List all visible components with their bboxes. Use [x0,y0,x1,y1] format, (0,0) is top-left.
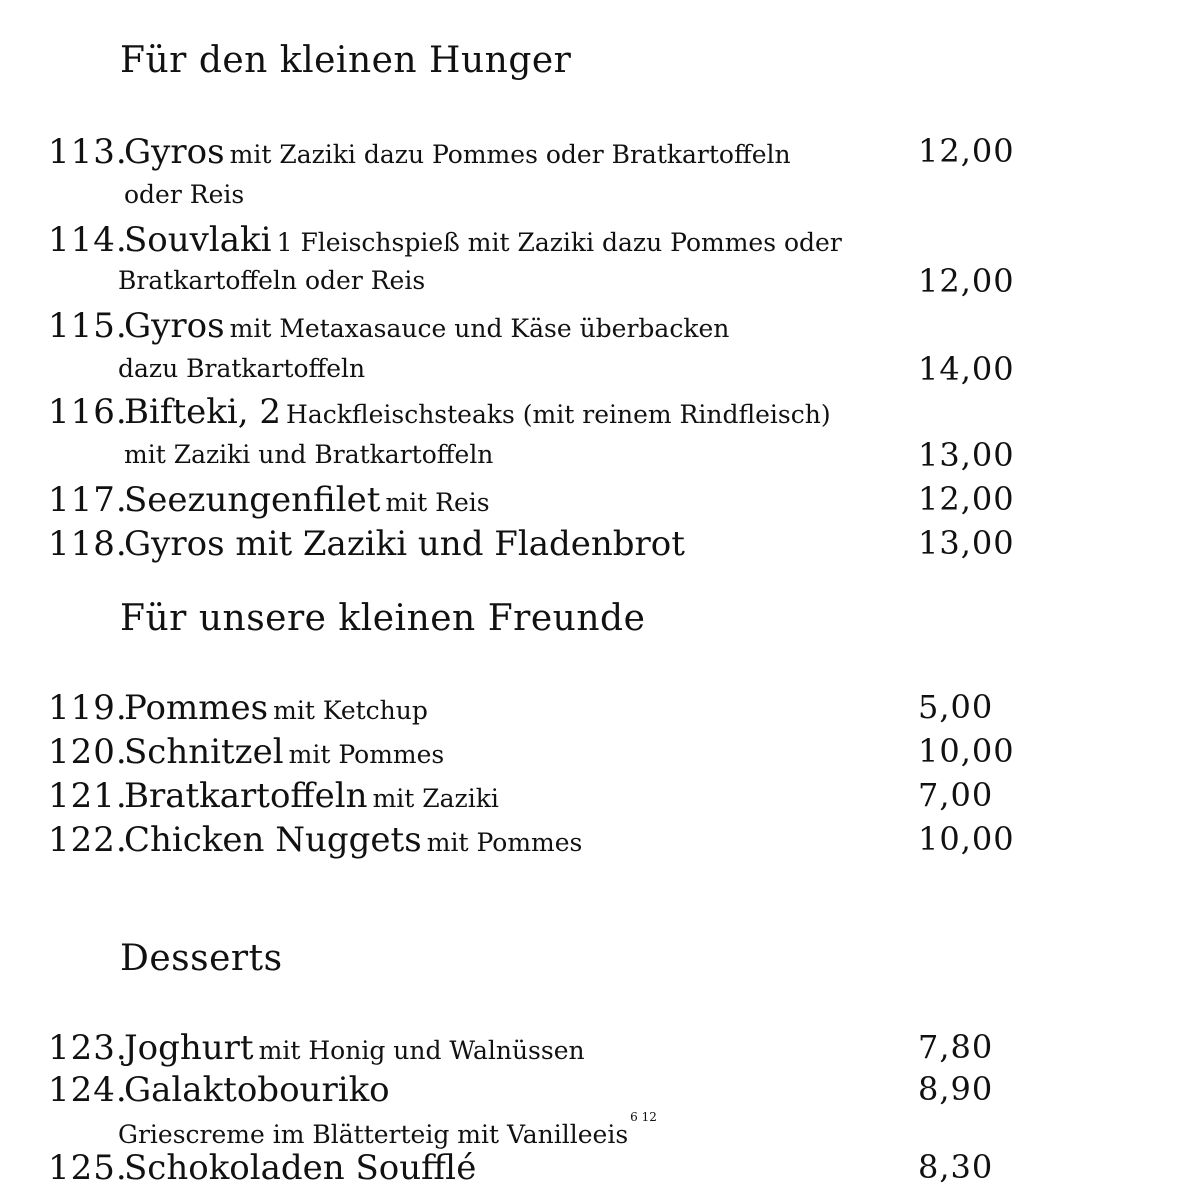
item-number: 115. [48,306,128,346]
item-price: 10,00 [918,820,1015,858]
item-price: 12,00 [918,480,1015,518]
dish-name: Gyros [124,306,225,346]
item-number: 123. [48,1028,128,1068]
item-number: 116. [48,392,128,432]
item-price: 5,00 [918,688,994,726]
item-number: 118. [48,524,128,564]
dish-description-continued: mit Zaziki und Bratkartoffeln [124,440,494,469]
item-price: 8,90 [918,1070,994,1108]
dish-name: Schokoladen Soufflé [124,1148,477,1188]
dish-name: Bifteki, 2 [124,392,281,432]
dish-name: Gyros mit Zaziki und Fladenbrot [124,524,685,564]
dish-name: Joghurt [124,1028,254,1068]
dish-description: 1 Fleischspieß mit Zaziki dazu Pommes oder [276,228,842,257]
menu-item-122 [0,820,1200,864]
menu-item-120 [0,732,1200,776]
dish-description-continued: Bratkartoffeln oder Reis [118,266,426,295]
menu-item-118 [0,524,1200,568]
menu-item-117 [0,480,1200,524]
section-title-hunger: Für den kleinen Hunger [120,40,572,81]
dish-description: mit Pommes [288,740,445,769]
dish-name: Pommes [124,688,269,728]
dish-name: Schnitzel [124,732,284,772]
dish-name: Galaktobouriko [124,1070,390,1110]
menu-item-123 [0,1028,1200,1072]
menu-item-116 [0,392,1200,436]
dish-description-continued: dazu Bratkartoffeln [118,354,366,383]
item-number: 124. [48,1070,128,1110]
item-price: 13,00 [918,524,1015,562]
dish-name: Bratkartoffeln [124,776,368,816]
item-number: 113. [48,132,128,172]
item-price: 7,80 [918,1028,994,1066]
item-number: 117. [48,480,128,520]
dish-name: Seezungenfilet [124,480,381,520]
dish-description: mit Honig und Walnüssen [258,1036,585,1065]
item-number: 120. [48,732,128,772]
dish-name: Souvlaki [124,220,272,260]
section-title-desserts: Desserts [120,938,283,979]
item-price: 12,00 [918,132,1015,170]
dish-description: Hackfleischsteaks (mit reinem Rindfleisch) [286,400,831,429]
dish-description-continued: oder Reis [124,180,245,209]
item-number: 125. [48,1148,128,1188]
allergen-footnote: 6 12 [630,1110,657,1124]
item-price: 14,00 [918,350,1015,388]
item-price: 8,30 [918,1148,994,1186]
menu-item-113 [0,132,1200,176]
menu-item-125 [0,1148,1200,1192]
menu-item-121 [0,776,1200,820]
menu-item-114 [0,220,1200,264]
dish-name: Chicken Nuggets [124,820,422,860]
item-number: 121. [48,776,128,816]
menu-item-124 [0,1070,1200,1114]
item-number: 122. [48,820,128,860]
item-number: 114. [48,220,128,260]
dish-description: mit Ketchup [273,696,428,725]
dish-description: mit Zaziki dazu Pommes oder Bratkartoffeln [229,140,791,169]
dish-description: mit Reis [385,488,490,517]
section-title-kids: Für unsere kleinen Freunde [120,598,646,639]
item-price: 10,00 [918,732,1015,770]
dish-description-continued: Griescreme im Blätterteig mit Vanilleeis [118,1120,629,1149]
item-price: 7,00 [918,776,994,814]
item-price: 13,00 [918,436,1015,474]
dish-name: Gyros [124,132,225,172]
dish-description: mit Pommes [426,828,583,857]
item-price: 12,00 [918,262,1015,300]
dish-description: mit Metaxasauce und Käse überbacken [229,314,730,343]
item-number: 119. [48,688,128,728]
dish-description: mit Zaziki [372,784,499,813]
menu-item-115 [0,306,1200,350]
menu-item-119 [0,688,1200,732]
